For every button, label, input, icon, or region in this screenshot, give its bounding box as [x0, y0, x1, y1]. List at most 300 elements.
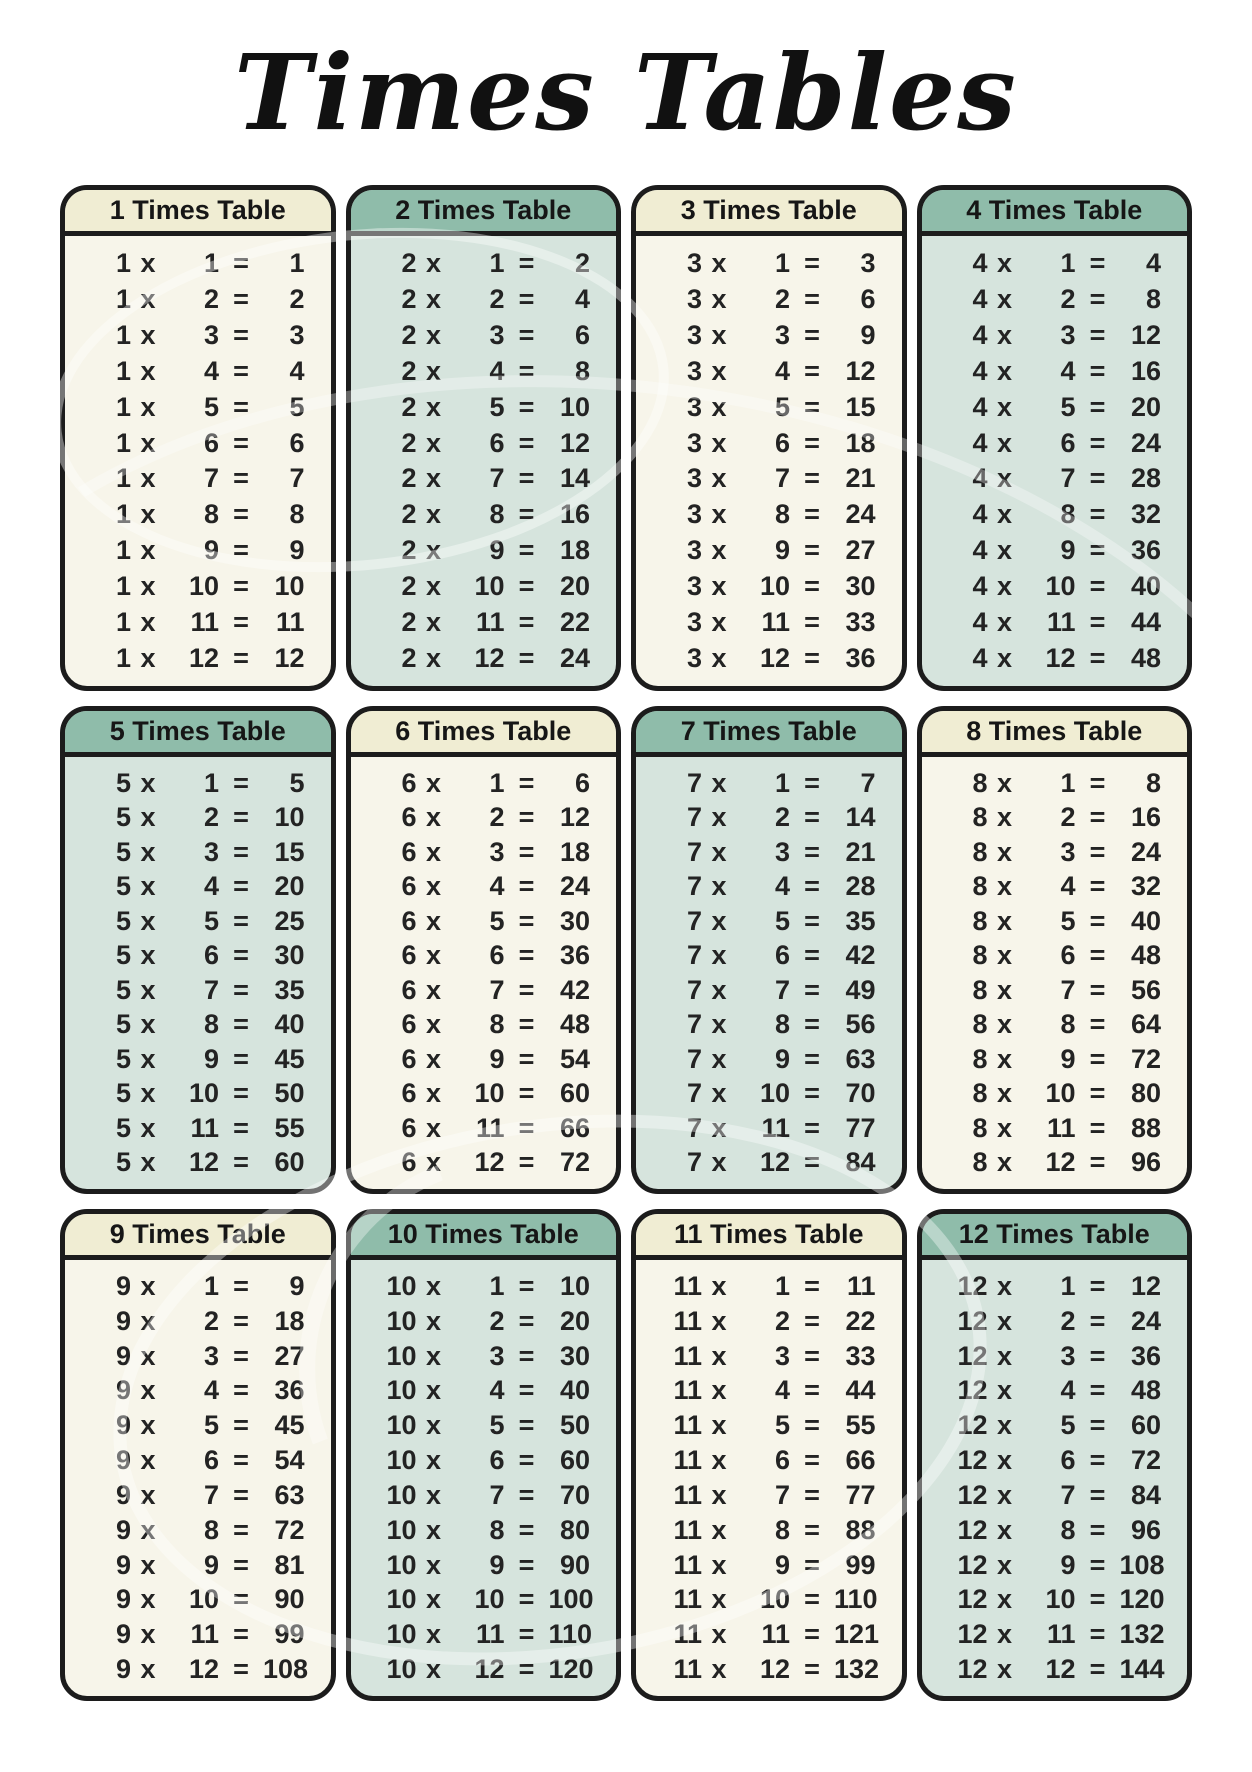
product: 77 — [845, 1479, 876, 1510]
multiplicand: 7 — [686, 940, 702, 971]
product: 96 — [1130, 1514, 1161, 1545]
multiplicand: 1 — [115, 535, 131, 566]
multiplier: 10 — [474, 1584, 505, 1615]
multiplicand: 10 — [386, 1654, 417, 1685]
multiplier: 12 — [188, 643, 219, 674]
product: 50 — [274, 1078, 305, 1109]
times-sign: x — [140, 499, 156, 530]
times-sign: x — [711, 499, 727, 530]
multiplier: 9 — [1060, 535, 1076, 566]
multiplicand: 6 — [401, 802, 417, 833]
multiplicand: 12 — [957, 1340, 988, 1371]
product: 54 — [274, 1445, 305, 1476]
equation-row — [636, 319, 902, 350]
equation-row — [922, 1377, 1188, 1404]
times-sign: x — [140, 1445, 156, 1476]
multiplier: 8 — [489, 1009, 505, 1040]
equation-row — [351, 427, 617, 458]
equation-row — [922, 573, 1188, 600]
equals-sign: = — [1089, 1340, 1106, 1371]
multiplicand: 7 — [686, 1078, 702, 1109]
multiplier: 8 — [1060, 1009, 1076, 1040]
equals-sign: = — [233, 836, 249, 867]
equals-sign: = — [804, 1445, 820, 1476]
equation-row — [65, 1549, 331, 1580]
times-sign: x — [711, 391, 727, 422]
product: 8 — [574, 355, 590, 386]
equation-row — [922, 537, 1188, 564]
equation-row — [65, 873, 331, 900]
equals-sign: = — [1089, 1654, 1106, 1685]
times-table-card-3 — [631, 185, 907, 691]
equals-sign: = — [1089, 1445, 1106, 1476]
multiplicand: 6 — [401, 871, 417, 902]
equation-row — [65, 1586, 331, 1613]
equation-row — [636, 804, 902, 831]
equation-row — [922, 283, 1188, 314]
multiplier: 4 — [774, 871, 790, 902]
equation-row — [922, 1043, 1188, 1074]
product: 5 — [289, 391, 305, 422]
multiplier: 10 — [759, 571, 790, 602]
times-sign: x — [140, 535, 156, 566]
multiplier: 8 — [203, 499, 219, 530]
product: 7 — [860, 767, 876, 798]
equation-row — [351, 1586, 617, 1613]
product: 132 — [1119, 1619, 1165, 1650]
product: 63 — [845, 1043, 876, 1074]
product: 88 — [1130, 1112, 1161, 1143]
equals-sign: = — [518, 1584, 535, 1615]
times-sign: x — [711, 1009, 727, 1040]
multiplier: 5 — [1060, 905, 1076, 936]
multiplier: 5 — [774, 1410, 790, 1441]
multiplicand: 3 — [686, 499, 702, 530]
multiplier: 2 — [774, 802, 790, 833]
equals-sign: = — [804, 391, 820, 422]
times-sign: x — [711, 767, 727, 798]
equals-sign: = — [518, 571, 535, 602]
multiplier: 9 — [203, 1043, 219, 1074]
times-sign: x — [996, 391, 1013, 422]
times-sign: x — [140, 571, 156, 602]
multiplier: 8 — [774, 499, 790, 530]
times-sign: x — [140, 1654, 156, 1685]
multiplier: 5 — [203, 391, 219, 422]
equation-row — [65, 319, 331, 350]
equation-row — [636, 1586, 902, 1613]
equals-sign: = — [518, 607, 535, 638]
equation-row — [351, 942, 617, 969]
equals-sign: = — [518, 1445, 535, 1476]
equals-sign: = — [804, 1078, 820, 1109]
product: 48 — [1130, 940, 1161, 971]
product: 84 — [1130, 1479, 1161, 1510]
equals-sign: = — [518, 643, 535, 674]
product: 8 — [1145, 283, 1161, 314]
multiplier: 7 — [1060, 463, 1076, 494]
multiplicand: 10 — [386, 1270, 417, 1301]
multiplicand: 4 — [972, 283, 988, 314]
multiplicand: 6 — [401, 1112, 417, 1143]
equals-sign: = — [804, 499, 820, 530]
multiplicand: 1 — [115, 463, 131, 494]
times-sign: x — [140, 247, 156, 278]
equals-sign: = — [518, 427, 535, 458]
multiplicand: 7 — [686, 767, 702, 798]
equals-sign: = — [233, 643, 249, 674]
times-sign: x — [996, 247, 1013, 278]
equals-sign: = — [1089, 391, 1106, 422]
multiplier: 3 — [203, 1340, 219, 1371]
times-sign: x — [425, 1654, 442, 1685]
times-sign: x — [140, 607, 156, 638]
product: 84 — [845, 1147, 876, 1178]
product: 18 — [274, 1305, 305, 1336]
equals-sign: = — [233, 283, 249, 314]
times-sign: x — [425, 1009, 442, 1040]
equals-sign: = — [233, 1009, 249, 1040]
times-sign: x — [996, 1514, 1013, 1545]
multiplier: 7 — [1060, 974, 1076, 1005]
equation-row — [351, 1011, 617, 1038]
equation-row — [636, 1479, 902, 1510]
multiplicand: 4 — [972, 247, 988, 278]
equation-row — [636, 465, 902, 492]
multiplicand: 1 — [115, 247, 131, 278]
multiplicand: 1 — [115, 319, 131, 350]
product: 36 — [845, 643, 876, 674]
times-sign: x — [425, 1147, 442, 1178]
times-sign: x — [425, 319, 442, 350]
equals-sign: = — [1089, 1549, 1106, 1580]
card-body — [922, 236, 1188, 686]
equals-sign: = — [1089, 940, 1106, 971]
equation-row — [65, 836, 331, 867]
product: 2 — [289, 283, 305, 314]
multiplier: 4 — [203, 871, 219, 902]
card-title: 12 Times Table — [922, 1214, 1188, 1260]
times-sign: x — [140, 1619, 156, 1650]
equation-row — [65, 1412, 331, 1439]
product: 10 — [559, 391, 590, 422]
equation-row — [636, 1305, 902, 1336]
equation-row — [636, 905, 902, 936]
card-title: 10 Times Table — [351, 1214, 617, 1260]
multiplier: 3 — [774, 836, 790, 867]
multiplicand: 2 — [401, 319, 417, 350]
equals-sign: = — [804, 1147, 820, 1178]
equation-row — [65, 391, 331, 422]
equals-sign: = — [233, 391, 249, 422]
multiplier: 4 — [203, 355, 219, 386]
multiplier: 2 — [774, 1305, 790, 1336]
multiplicand: 7 — [686, 1112, 702, 1143]
product: 14 — [559, 463, 590, 494]
equation-row — [351, 974, 617, 1005]
equals-sign: = — [804, 1112, 820, 1143]
equation-row — [922, 1011, 1188, 1038]
times-sign: x — [711, 836, 727, 867]
product: 18 — [845, 427, 876, 458]
product: 6 — [860, 283, 876, 314]
equation-row — [351, 501, 617, 528]
multiplicand: 6 — [401, 1078, 417, 1109]
equals-sign: = — [1089, 1584, 1106, 1615]
product: 32 — [1130, 871, 1161, 902]
times-sign: x — [425, 940, 442, 971]
multiplicand: 11 — [673, 1270, 702, 1301]
times-sign: x — [711, 247, 727, 278]
times-sign: x — [996, 643, 1013, 674]
multiplier: 6 — [1060, 427, 1076, 458]
product: 11 — [275, 607, 305, 638]
multiplicand: 11 — [673, 1410, 702, 1441]
equals-sign: = — [1089, 1112, 1106, 1143]
multiplicand: 9 — [115, 1619, 131, 1650]
multiplicand: 12 — [957, 1270, 988, 1301]
equals-sign: = — [233, 767, 249, 798]
times-sign: x — [140, 643, 156, 674]
times-sign: x — [996, 463, 1013, 494]
multiplicand: 10 — [386, 1514, 417, 1545]
product: 144 — [1119, 1654, 1165, 1685]
multiplier: 5 — [1060, 1410, 1076, 1441]
equation-row — [636, 1656, 902, 1683]
multiplicand: 7 — [686, 905, 702, 936]
equation-row — [922, 1412, 1188, 1439]
equation-row — [636, 1080, 902, 1107]
multiplicand: 1 — [115, 391, 131, 422]
product: 36 — [1130, 1340, 1161, 1371]
multiplier: 1 — [774, 767, 790, 798]
multiplier: 10 — [759, 1584, 790, 1615]
equals-sign: = — [804, 1270, 820, 1301]
multiplier: 11 — [190, 607, 219, 638]
equals-sign: = — [233, 1270, 249, 1301]
multiplicand: 12 — [957, 1654, 988, 1685]
product: 7 — [289, 463, 305, 494]
multiplier: 5 — [774, 391, 790, 422]
equals-sign: = — [518, 1340, 535, 1371]
times-sign: x — [140, 974, 156, 1005]
times-sign: x — [996, 607, 1013, 638]
product: 72 — [274, 1514, 305, 1545]
product: 48 — [559, 1009, 590, 1040]
equation-row — [636, 1412, 902, 1439]
equation-row — [636, 427, 902, 458]
multiplier: 6 — [203, 1445, 219, 1476]
multiplier: 12 — [1045, 1147, 1076, 1178]
product: 12 — [559, 427, 590, 458]
equation-row — [351, 465, 617, 492]
times-sign: x — [711, 974, 727, 1005]
multiplicand: 6 — [401, 905, 417, 936]
equals-sign: = — [233, 1619, 249, 1650]
times-sign: x — [996, 355, 1013, 386]
multiplicand: 2 — [401, 607, 417, 638]
times-sign: x — [425, 571, 442, 602]
times-sign: x — [140, 940, 156, 971]
multiplier: 1 — [203, 767, 219, 798]
equals-sign: = — [1089, 1514, 1106, 1545]
multiplicand: 5 — [115, 1078, 131, 1109]
times-sign: x — [425, 1375, 442, 1406]
times-sign: x — [140, 283, 156, 314]
times-sign: x — [140, 1479, 156, 1510]
equals-sign: = — [518, 1410, 535, 1441]
times-sign: x — [425, 1619, 442, 1650]
times-sign: x — [711, 283, 727, 314]
product: 1 — [289, 247, 305, 278]
equals-sign: = — [233, 1410, 249, 1441]
equals-sign: = — [1089, 836, 1106, 867]
equals-sign: = — [1089, 1078, 1106, 1109]
multiplicand: 9 — [115, 1479, 131, 1510]
card-body — [636, 236, 902, 686]
product: 64 — [1130, 1009, 1161, 1040]
multiplicand: 9 — [115, 1445, 131, 1476]
multiplicand: 3 — [686, 643, 702, 674]
equals-sign: = — [804, 802, 820, 833]
multiplier: 11 — [761, 1112, 790, 1143]
multiplicand: 10 — [386, 1375, 417, 1406]
multiplier: 11 — [190, 1112, 219, 1143]
multiplier: 1 — [774, 1270, 790, 1301]
product: 99 — [845, 1549, 876, 1580]
multiplicand: 1 — [115, 571, 131, 602]
multiplicand: 2 — [401, 283, 417, 314]
equals-sign: = — [518, 247, 535, 278]
equation-row — [922, 836, 1188, 867]
multiplicand: 2 — [401, 499, 417, 530]
equation-row — [65, 427, 331, 458]
equation-row — [922, 1112, 1188, 1143]
product: 100 — [548, 1584, 594, 1615]
multiplier: 1 — [1060, 767, 1076, 798]
equation-row — [351, 537, 617, 564]
product: 99 — [274, 1619, 305, 1650]
times-sign: x — [711, 355, 727, 386]
multiplier: 1 — [1060, 1270, 1076, 1301]
multiplier: 1 — [489, 767, 505, 798]
equation-row — [351, 1447, 617, 1474]
times-sign: x — [425, 802, 442, 833]
times-sign: x — [711, 1147, 727, 1178]
times-sign: x — [996, 283, 1013, 314]
card-body — [922, 1260, 1188, 1696]
equation-row — [65, 283, 331, 314]
product: 72 — [559, 1147, 590, 1178]
times-sign: x — [711, 1584, 727, 1615]
equation-row — [351, 391, 617, 422]
equals-sign: = — [233, 1340, 249, 1371]
multiplicand: 9 — [115, 1584, 131, 1615]
multiplicand: 11 — [673, 1375, 702, 1406]
product: 4 — [574, 283, 590, 314]
product: 16 — [1130, 355, 1161, 386]
multiplier: 9 — [203, 535, 219, 566]
multiplicand: 8 — [972, 974, 988, 1005]
multiplier: 9 — [489, 1549, 505, 1580]
multiplicand: 5 — [115, 836, 131, 867]
equation-row — [351, 1270, 617, 1301]
multiplier: 3 — [1060, 1340, 1076, 1371]
product: 40 — [1130, 905, 1161, 936]
equation-row — [922, 609, 1188, 636]
equation-row — [65, 537, 331, 564]
equals-sign: = — [1089, 499, 1106, 530]
equation-row — [636, 767, 902, 798]
multiplier: 7 — [774, 463, 790, 494]
product: 30 — [274, 940, 305, 971]
multiplier: 9 — [1060, 1549, 1076, 1580]
product: 15 — [845, 391, 876, 422]
product: 24 — [559, 643, 590, 674]
equation-row — [65, 1270, 331, 1301]
multiplier: 11 — [190, 1619, 219, 1650]
multiplier: 12 — [1045, 643, 1076, 674]
multiplier: 2 — [203, 802, 219, 833]
product: 3 — [289, 319, 305, 350]
equals-sign: = — [518, 1112, 535, 1143]
equation-row — [65, 1305, 331, 1336]
product: 20 — [1130, 391, 1161, 422]
times-sign: x — [140, 871, 156, 902]
equals-sign: = — [518, 1654, 535, 1685]
multiplier: 5 — [203, 905, 219, 936]
multiplicand: 1 — [115, 499, 131, 530]
equation-row — [922, 1305, 1188, 1336]
equals-sign: = — [518, 836, 535, 867]
multiplicand: 1 — [115, 607, 131, 638]
multiplicand: 8 — [972, 871, 988, 902]
equation-row — [351, 905, 617, 936]
multiplicand: 2 — [401, 643, 417, 674]
times-sign: x — [425, 283, 442, 314]
equals-sign: = — [518, 1619, 535, 1650]
multiplier: 3 — [489, 836, 505, 867]
multiplier: 10 — [1045, 571, 1076, 602]
multiplicand: 4 — [972, 391, 988, 422]
multiplier: 7 — [203, 463, 219, 494]
product: 110 — [548, 1619, 593, 1650]
multiplier: 10 — [474, 1078, 505, 1109]
equals-sign: = — [518, 1043, 535, 1074]
product: 2 — [574, 247, 590, 278]
card-body — [922, 757, 1188, 1189]
equals-sign: = — [233, 1112, 249, 1143]
equation-row — [636, 1549, 902, 1580]
times-sign: x — [140, 802, 156, 833]
product: 28 — [1130, 463, 1161, 494]
multiplicand: 9 — [115, 1514, 131, 1545]
product: 80 — [559, 1514, 590, 1545]
multiplier: 7 — [489, 1479, 505, 1510]
multiplicand: 7 — [686, 802, 702, 833]
equation-row — [351, 319, 617, 350]
equals-sign: = — [233, 1305, 249, 1336]
equation-row — [351, 873, 617, 900]
product: 48 — [1130, 1375, 1161, 1406]
equation-row — [65, 645, 331, 672]
multiplier: 12 — [759, 1654, 790, 1685]
multiplicand: 10 — [386, 1549, 417, 1580]
equation-row — [351, 1549, 617, 1580]
multiplicand: 12 — [957, 1410, 988, 1441]
equals-sign: = — [1089, 1009, 1106, 1040]
equals-sign: = — [518, 1147, 535, 1178]
